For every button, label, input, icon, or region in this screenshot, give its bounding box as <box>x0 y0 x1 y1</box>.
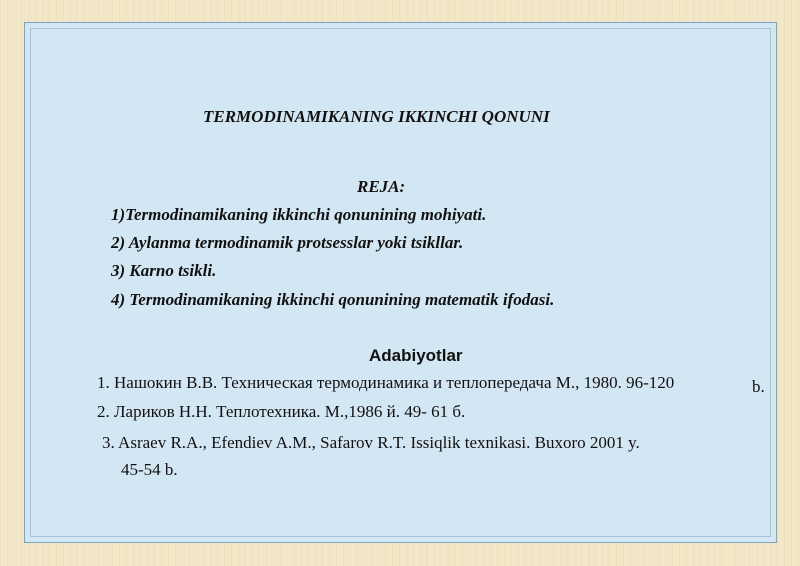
plan-item-3: 3) Karno tsikli. <box>111 261 217 280</box>
slide-panel <box>24 22 777 543</box>
reference-3: 3. Asraev R.A., Efendiev A.M., Safarov R.T. Issiqlik texnikasi. Buxoro 2001 y. <box>102 433 640 452</box>
reference-1-tail: b. <box>752 377 765 396</box>
plan-item-2: 2) Aylanma termodinamik protsesslar yoki tsikllar. <box>111 233 464 252</box>
plan-heading: REJA: <box>357 177 406 196</box>
reference-2: 2. Лариков Н.Н. Теплотехника. М.,1986 й. 49- 61 б. <box>97 402 466 421</box>
reference-3-continuation: 45-54 b. <box>121 460 178 479</box>
plan-item-1: 1)Termodinamikaning ikkinchi qonunining mohiyati. <box>111 205 487 224</box>
page-title: TERMODINAMIKANING IKKINCHI QONUNI <box>203 107 550 126</box>
plan-item-4: 4) Termodinamikaning ikkinchi qonunining matematik ifodasi. <box>111 290 555 309</box>
reference-1: 1. Нашокин В.В. Техническая термодинамика и теплопередача М., 1980. 96-120 <box>97 373 675 392</box>
references-heading: Adabiyotlar <box>369 346 463 365</box>
